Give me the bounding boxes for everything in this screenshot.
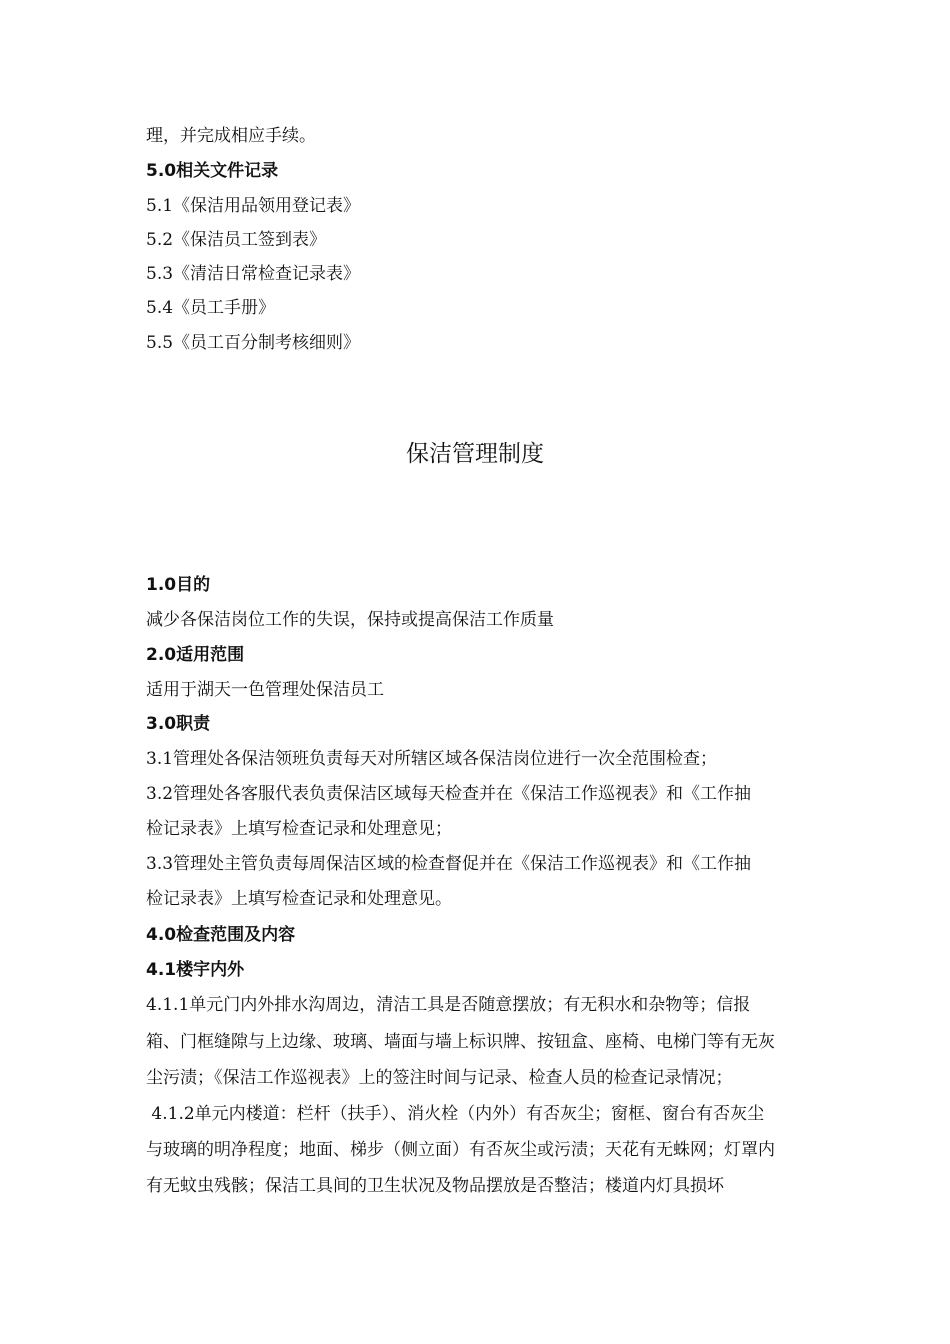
section-3-line: 3.2管理处各客服代表负责保洁区域每天检查并在《保洁工作巡视表》和《工作抽	[146, 784, 752, 804]
section-4-heading: 4.0检查范围及内容	[146, 925, 296, 945]
file-record-item: 5.5《员工百分制考核细则》	[146, 333, 361, 353]
file-record-item: 5.1《保洁用品领用登记表》	[146, 196, 361, 216]
section-4-line: 4.1.1单元门内外排水沟周边，清洁工具是否随意摆放；有无积水和杂物等；信报	[146, 995, 751, 1015]
section-4-line: 尘污渍；《保洁工作巡视表》上的签注时间与记录、检查人员的检查记录情况；	[146, 1068, 733, 1088]
section-2-text: 适用于湖天一色管理处保洁员工	[146, 680, 384, 700]
section-4-line: 有无蚊虫残骸；保洁工具间的卫生状况及物品摆放是否整洁；楼道内灯具损坏	[146, 1176, 724, 1196]
section-3-heading: 3.0职责	[146, 714, 211, 734]
section-3-line: 检记录表》上填写检查记录和处理意见；	[146, 819, 452, 839]
section-2-heading: 2.0适用范围	[146, 645, 245, 665]
section-1-heading: 1.0目的	[146, 575, 211, 595]
file-record-item: 5.3《清洁日常检查记录表》	[146, 264, 361, 284]
section-1-text: 减少各保洁岗位工作的失误，保持或提高保洁工作质量	[146, 610, 554, 630]
document-title: 保洁管理制度	[406, 441, 544, 467]
section-3-line: 3.1管理处各保洁领班负责每天对所辖区域各保洁岗位进行一次全范围检查；	[146, 749, 718, 769]
section-4-line: 4.1.2单元内楼道：栏杆（扶手）、消火栓（内外）有否灰尘；窗框、窗台有否灰尘	[146, 1104, 765, 1124]
section-4-line: 与玻璃的明净程度；地面、梯步（侧立面）有否灰尘或污渍；天花有无蛛网；灯罩内	[146, 1140, 775, 1160]
file-record-item: 5.2《保洁员工签到表》	[146, 230, 327, 250]
continuation-text: 理，并完成相应手续。	[146, 126, 316, 146]
section-3-line: 检记录表》上填写检查记录和处理意见。	[146, 889, 452, 909]
section-4-line: 箱、门框缝隙与上边缘、玻璃、墙面与墙上标识牌、按钮盒、座椅、电梯门等有无灰	[146, 1032, 775, 1052]
section-4-1-heading: 4.1楼宇内外	[146, 960, 245, 980]
section-3-line: 3.3管理处主管负责每周保洁区域的检查督促并在《保洁工作巡视表》和《工作抽	[146, 854, 752, 874]
file-record-item: 5.4《员工手册》	[146, 298, 276, 318]
section-5-heading: 5.0相关文件记录	[146, 161, 279, 181]
